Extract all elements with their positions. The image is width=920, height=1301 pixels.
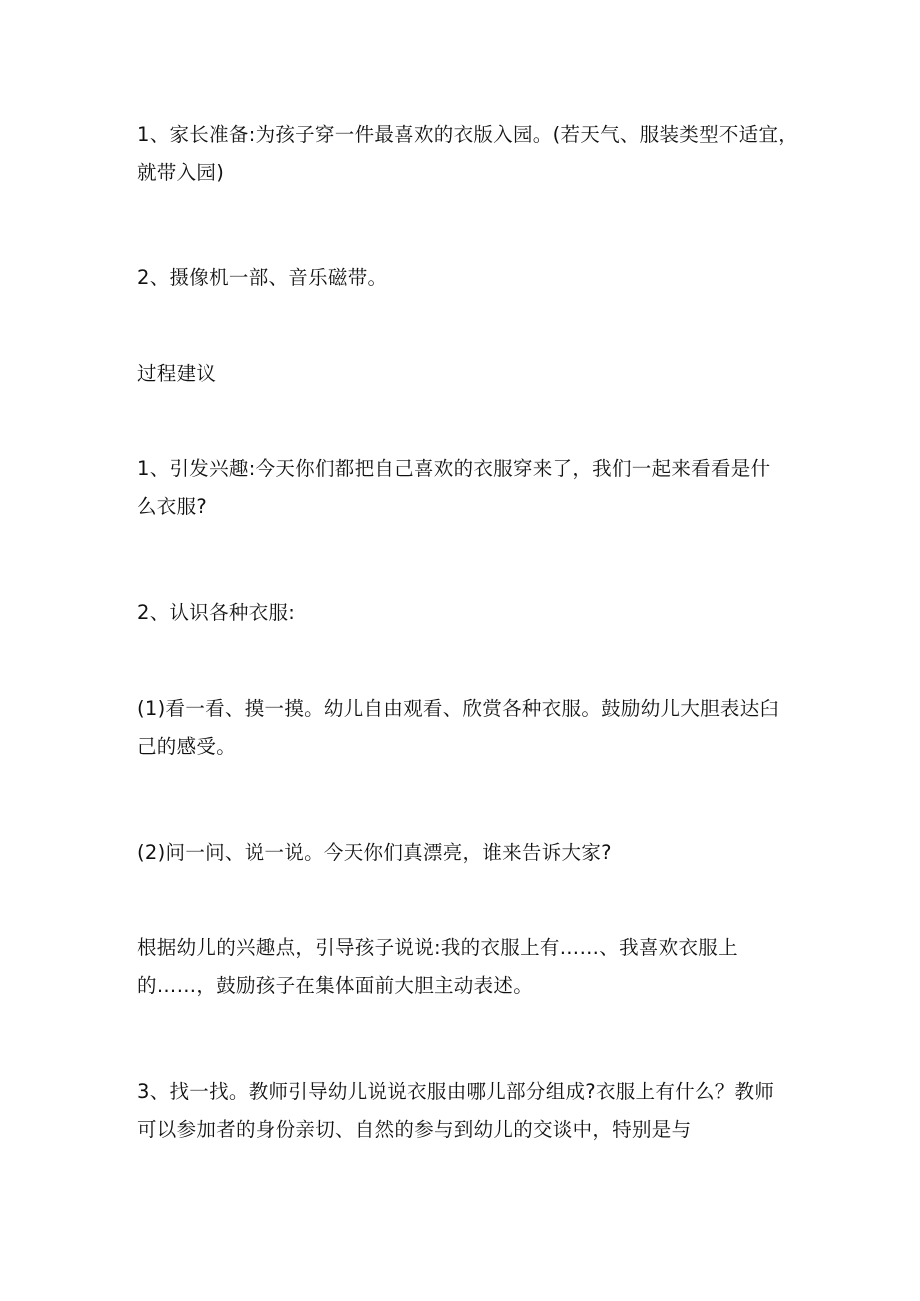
paragraph-guide-children [137, 929, 787, 1005]
text-line: 就带入园) [137, 161, 225, 184]
text-line: 己的感受。 [137, 735, 237, 758]
text-line: 2、认识各种衣服: [137, 601, 296, 624]
text-line: 3、找一找。教师引导幼儿说说衣服由哪儿部分组成?衣服上有什么？教师 [137, 1080, 775, 1103]
text-line: (2)问一问、说一说。今天你们真漂亮，谁来告诉大家? [137, 841, 612, 864]
text-line: 过程建议 [137, 362, 217, 385]
text-line: 1、引发兴趣:今天你们都把自己喜欢的衣服穿来了，我们一起来看看是什 [137, 457, 771, 480]
text-line: 可以参加者的身份亲切、自然的参与到幼儿的交谈中，特别是与 [137, 1118, 692, 1141]
paragraph-find-out [137, 1073, 787, 1149]
paragraph-arouse-interest [137, 450, 787, 526]
paragraph-look-and-touch [137, 690, 787, 766]
section-heading-process [137, 355, 787, 393]
text-line: 么衣服? [137, 495, 208, 518]
text-line: 的……，鼓励孩子在集体面前大胆主动表述。 [137, 974, 533, 997]
paragraph-parent-preparation [137, 116, 799, 192]
text-line: 1、家长准备:为孩子穿一件最喜欢的衣版入园。(若天气、服装类型不适宜， [137, 123, 799, 146]
paragraph-recognize-clothes [137, 594, 787, 632]
paragraph-equipment [137, 259, 787, 297]
text-line: 2、摄像机一部、音乐磁带。 [137, 266, 388, 289]
text-line: 根据幼儿的兴趣点，引导孩子说说:我的衣服上有……、我喜欢衣服上 [137, 936, 738, 959]
paragraph-ask-and-say [137, 834, 787, 872]
text-line: (1)看一看、摸一摸。幼儿自由观看、欣赏各种衣服。鼓励幼儿大胆表达臼 [137, 697, 780, 720]
